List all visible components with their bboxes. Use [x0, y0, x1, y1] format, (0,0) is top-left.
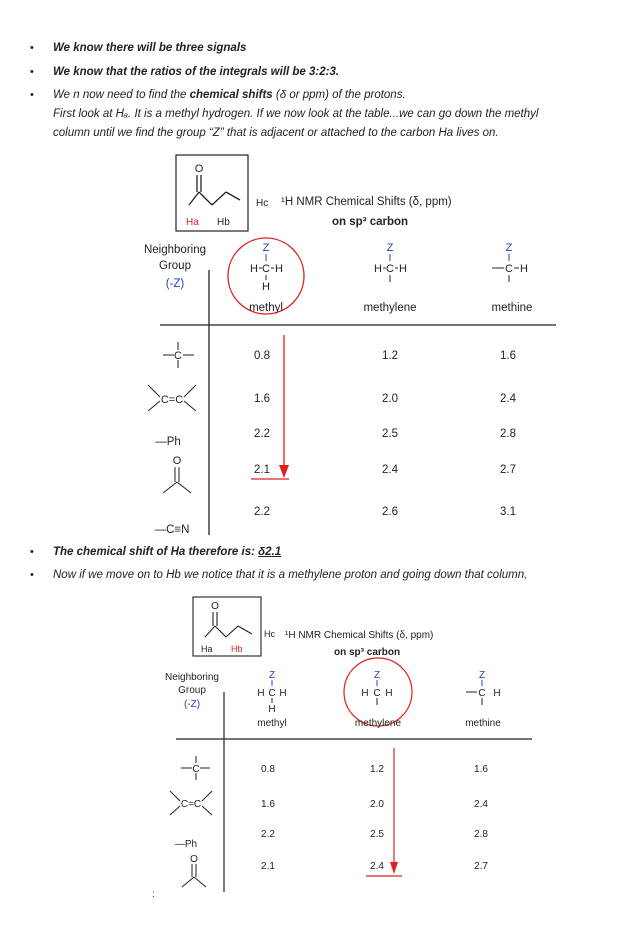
table-subtitle: on sp³ carbon: [332, 216, 409, 228]
svg-text:H: H: [275, 263, 283, 275]
neighbor-label-1: Neighboring: [143, 244, 207, 256]
neighbor-label-z-2: (-Z): [183, 699, 201, 710]
svg-text:H: H: [374, 263, 382, 275]
svg-text:O: O: [172, 455, 182, 467]
cell-r5-methyl: 2.2: [254, 506, 270, 518]
cell2-r2-methyl: 1.6: [261, 799, 275, 810]
group-alkyl-carbon-2: [181, 756, 210, 780]
methylene-structure-2: [361, 670, 392, 705]
svg-text:Z: Z: [478, 670, 486, 681]
col-header-methine-2: methine: [465, 718, 501, 729]
cell-r2-methine: 2.4: [500, 393, 516, 405]
group-phenyl-2: —Ph: [174, 839, 198, 850]
carbonyl-oxygen-2: O: [211, 601, 219, 612]
cell-r4-methyl: 2.1: [254, 464, 270, 476]
svg-text:H: H: [268, 704, 276, 715]
cell2-r4-methine: 2.7: [474, 861, 488, 872]
cell-r1-methyl: 0.8: [254, 350, 270, 362]
col-header-methine: methine: [491, 302, 533, 314]
neighbor-label-2: Group: [159, 260, 191, 272]
red-arrow-head-2: [390, 862, 398, 874]
label-hb: Hb: [217, 217, 230, 228]
butanone-structure-2: [205, 612, 252, 637]
table-title: ¹H NMR Chemical Shifts (δ, ppm): [281, 196, 452, 208]
svg-text:H: H: [361, 688, 369, 699]
cell2-r1-methyl: 0.8: [261, 764, 275, 775]
label-ha: Ha: [186, 217, 199, 228]
cell2-r1-methylene: 1.2: [370, 764, 384, 775]
neighbor-label-2-2: Group: [178, 685, 206, 696]
cell2-r4-methyl: 2.1: [261, 861, 275, 872]
cell2-r4-methylene: 2.4: [370, 861, 384, 872]
svg-text:H: H: [262, 281, 270, 293]
paragraph-line-1: First look at Hₐ. It is a methyl hydrogen. If we now look at the table...we can go down the methyl: [53, 108, 539, 120]
label-hb-2: Hb: [231, 644, 243, 654]
svg-text:H: H: [250, 263, 258, 275]
svg-text:H: H: [257, 688, 265, 699]
butanone-structure: [189, 175, 240, 205]
cell-r2-methyl: 1.6: [254, 393, 270, 405]
cell2-r2-methylene: 2.0: [370, 799, 384, 810]
stray-colon: :: [152, 889, 155, 900]
svg-text:C: C: [268, 688, 276, 699]
group-alkene: [148, 385, 196, 411]
svg-text:C: C: [386, 263, 394, 275]
svg-text:H: H: [399, 263, 407, 275]
group-phenyl: —Ph: [155, 436, 181, 448]
label-hc: Hc: [256, 198, 269, 209]
cell2-r3-methine: 2.8: [474, 829, 488, 840]
group-carbonyl-2: [182, 854, 206, 887]
cell-r5-methylene: 2.6: [382, 506, 398, 518]
result-value: δ2.1: [258, 546, 282, 558]
cell-r3-methylene: 2.5: [382, 428, 398, 440]
cell2-r3-methyl: 2.2: [261, 829, 275, 840]
cell-r4-methine: 2.7: [500, 464, 516, 476]
label-ha-2: Ha: [201, 644, 213, 654]
cell-r1-methine: 1.6: [500, 350, 516, 362]
table-title-2: ¹H NMR Chemical Shifts (δ, ppm): [285, 630, 434, 641]
methyl-structure-2: [257, 670, 286, 715]
svg-text:C=C: C=C: [180, 799, 202, 810]
svg-text:Z: Z: [386, 242, 394, 254]
table-subtitle-2: on sp³ carbon: [334, 647, 401, 658]
neighbor-label-z: (-Z): [165, 278, 185, 290]
cell-r4-methylene: 2.4: [382, 464, 398, 476]
svg-text:Z: Z: [268, 670, 276, 681]
cell-r3-methine: 2.8: [500, 428, 516, 440]
svg-text:O: O: [190, 854, 198, 865]
svg-text:H: H: [279, 688, 287, 699]
svg-text:H: H: [385, 688, 393, 699]
methine-structure: [492, 242, 528, 282]
svg-text:C: C: [505, 263, 513, 275]
svg-text:Z: Z: [505, 242, 513, 254]
cell-r3-methyl: 2.2: [254, 428, 270, 440]
svg-text:H: H: [493, 688, 501, 699]
col-header-methyl: methyl: [249, 302, 283, 314]
svg-text:Z: Z: [262, 242, 270, 254]
svg-text:C: C: [174, 350, 182, 362]
group-alkyl-carbon: [163, 342, 194, 368]
methyl-structure: [250, 242, 283, 293]
col-header-methylene: methylene: [363, 302, 417, 314]
paragraph-line-2: column until we find the group “Z” that is adjacent or attached to the carbon Ha lives on.: [53, 127, 499, 139]
cell-r5-methine: 3.1: [500, 506, 516, 518]
col-header-methyl-2: methyl: [257, 718, 287, 729]
cell-r2-methylene: 2.0: [382, 393, 398, 405]
carbonyl-oxygen: O: [194, 163, 204, 175]
red-arrow-head: [279, 465, 289, 478]
svg-text:C: C: [478, 688, 486, 699]
svg-text:C: C: [262, 263, 270, 275]
group-carbonyl: [163, 455, 191, 493]
svg-text:H: H: [520, 263, 528, 275]
cell2-r2-methine: 2.4: [474, 799, 488, 810]
svg-text:C: C: [192, 764, 200, 775]
cell-r1-methylene: 1.2: [382, 350, 398, 362]
svg-text:C=C: C=C: [160, 394, 184, 406]
nmr-table-2: [0, 592, 642, 932]
col-header-methylene-2: methylene: [354, 718, 402, 729]
group-nitrile: —C≡N: [154, 524, 190, 536]
cell2-r1-methine: 1.6: [474, 764, 488, 775]
neighbor-label-1-2: Neighboring: [165, 672, 219, 683]
methylene-structure: [374, 242, 407, 282]
svg-text:C: C: [373, 688, 381, 699]
methine-structure-2: [466, 670, 501, 705]
label-hc-2: Hc: [264, 629, 275, 639]
cell2-r3-methylene: 2.5: [370, 829, 384, 840]
svg-text:Z: Z: [373, 670, 381, 681]
group-alkene-2: [170, 791, 212, 815]
